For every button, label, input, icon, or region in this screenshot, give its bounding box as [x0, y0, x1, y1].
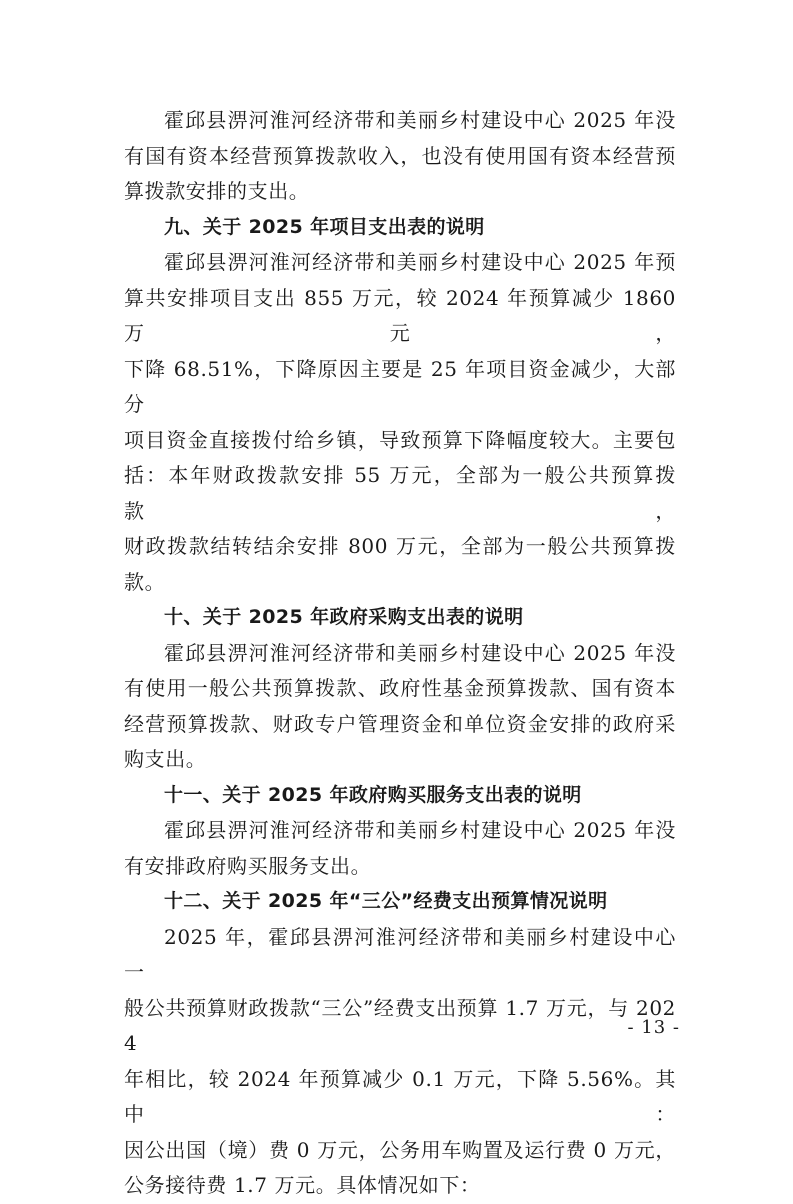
text-line: 般公共预算财政拨款“三公”经费支出预算 1.7 万元，与 2024 — [124, 995, 676, 1055]
paragraph-state-capital-budget — [124, 103, 676, 210]
text-line: 财政拨款结转结余安排 800 万元，全部为一般公共预算拨款。 — [124, 534, 676, 594]
section-heading-9: 九、关于 2025 年项目支出表的说明 — [164, 215, 485, 238]
section-heading-10: 十、关于 2025 年政府采购支出表的说明 — [164, 606, 524, 628]
text-line: 霍邱县淠河淮河经济带和美丽乡村建设中心 2025 年没 — [164, 640, 676, 665]
text-line: 经营预算拨款、财政专户管理资金和单位资金安排的政府采 — [124, 711, 676, 736]
text-line: 项目资金直接拨付给乡镇，导致预算下降幅度较大。主要包 — [124, 427, 676, 452]
text-line: 年相比，较 2024 年预算减少 0.1 万元，下降 5.56%。其中： — [124, 1066, 676, 1126]
text-line: 公务接待费 1.7 万元。具体情况如下： — [124, 1173, 481, 1197]
text-line: 霍邱县淠河淮河经济带和美丽乡村建设中心 2025 年没 — [164, 818, 676, 842]
text-line: 有国有资本经营预算拨款收入，也没有使用国有资本经营预 — [124, 143, 676, 168]
text-line: 括：本年财政拨款安排 55 万元，全部为一般公共预算拨款， — [124, 463, 676, 523]
paragraph-government-procurement — [124, 636, 676, 778]
paragraph-three-public-expenses — [124, 920, 676, 1204]
section-heading-12: 十二、关于 2025 年“三公”经费支出预算情况说明 — [164, 890, 608, 912]
paragraph-project-expenditure — [124, 245, 676, 600]
paragraph-purchased-services — [124, 813, 676, 884]
document-body — [124, 103, 676, 1204]
text-line: 算拨款安排的支出。 — [124, 179, 310, 203]
page-number: - 13 - — [627, 1017, 680, 1038]
text-line: 有安排政府购买服务支出。 — [124, 853, 372, 878]
text-line: 下降 68.51%，下降原因主要是 25 年项目资金减少，大部分 — [124, 356, 676, 416]
text-line: 霍邱县淠河淮河经济带和美丽乡村建设中心 2025 年预 — [164, 250, 676, 274]
text-line: 因公出国（境）费 0 万元，公务用车购置及运行费 0 万元， — [124, 1137, 676, 1162]
text-line: 算共安排项目支出 855 万元，较 2024 年预算减少 1860 万元， — [124, 285, 676, 345]
text-line: 2025 年，霍邱县淠河淮河经济带和美丽乡村建设中心一 — [124, 924, 676, 984]
text-line: 购支出。 — [124, 747, 207, 771]
text-line: 有使用一般公共预算拨款、政府性基金预算拨款、国有资本 — [124, 676, 676, 700]
section-heading-11: 十一、关于 2025 年政府购买服务支出表的说明 — [164, 783, 582, 806]
text-line: 霍邱县淠河淮河经济带和美丽乡村建设中心 2025 年没 — [164, 108, 676, 132]
